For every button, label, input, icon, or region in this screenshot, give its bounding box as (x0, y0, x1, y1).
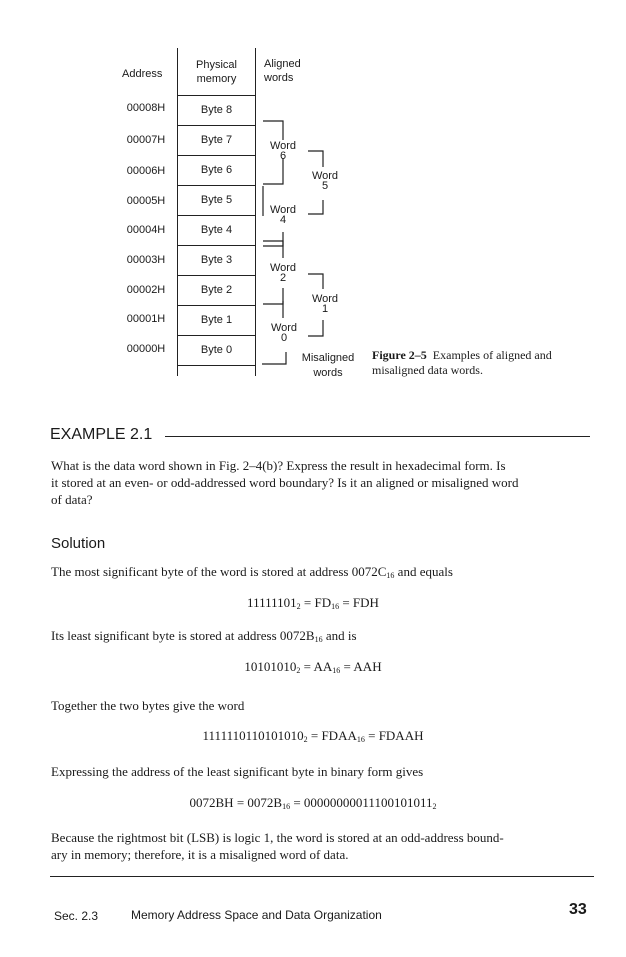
misaligned-word-1-text: Word (311, 293, 339, 305)
footer-title: Memory Address Space and Data Organization (131, 908, 382, 922)
eq1-binary-base: 2 (296, 602, 301, 611)
address-00007h: 00007H (126, 134, 166, 146)
eq4-address: 0072BH = 0072B (189, 795, 283, 810)
example-rule (165, 436, 590, 437)
aligned-word-4-label (263, 204, 303, 226)
eq3-binary-base: 2 (303, 735, 308, 744)
msb-text: The most significant byte of the word is stored at address 0072C (51, 564, 387, 579)
question-line-2: it stored at an even- or odd-addressed word boundary? Is it an aligned or misaligned word (51, 475, 519, 490)
lsb-text: Its least significant byte is stored at address 0072B (51, 628, 315, 643)
memory-cell-byte-5: Byte 5 (177, 186, 256, 216)
memory-cell-byte-0: Byte 0 (177, 336, 256, 366)
aligned-word-4-text: Word (269, 204, 297, 216)
question-line-3: of data? (51, 492, 93, 507)
address-header: Address (122, 68, 163, 80)
memory-cell-byte-4: Byte 4 (177, 216, 256, 246)
aligned-word-2-text: Word (269, 262, 297, 274)
page-number: 33 (569, 901, 587, 918)
misaligned-caption-line2: words (313, 367, 343, 379)
aligned-word-0-label (264, 322, 304, 344)
eq3-hex-base: 16 (356, 735, 365, 744)
address-00003h: 00003H (126, 254, 166, 266)
eq2-binary-base: 2 (296, 666, 301, 675)
lsb-tail: and is (322, 628, 357, 643)
equation-word (0, 728, 626, 744)
together-paragraph: Together the two bytes give the word (51, 698, 245, 713)
aligned-word-0-text: Word (270, 322, 298, 334)
msb-paragraph (51, 563, 596, 584)
misaligned-word-1-num: 1 (321, 303, 329, 315)
eq2-binary: 10101010 (244, 659, 297, 674)
lsb-paragraph (51, 627, 596, 648)
aligned-word-6-num: 6 (279, 150, 287, 162)
figure-caption-line1: Examples of aligned and (432, 348, 552, 362)
eq3-hex: = FDAA (307, 728, 357, 743)
bottom-rule (50, 876, 594, 877)
physical-header-line2: memory (196, 73, 237, 85)
aligned-word-6-text: Word (269, 140, 297, 152)
equation-msb (0, 595, 626, 611)
misaligned-word-5-num: 5 (321, 180, 329, 192)
example-title: EXAMPLE 2.1 (50, 426, 153, 443)
equation-lsb (0, 659, 626, 675)
memory-cell-byte-6: Byte 6 (177, 156, 256, 186)
lsb-sub: 16 (314, 635, 323, 644)
memory-cell-byte-7: Byte 7 (177, 126, 256, 156)
address-00004h: 00004H (126, 224, 166, 236)
aligned-word-2-num: 2 (279, 272, 287, 284)
eq4-binary: = 00000000011100101011 (290, 795, 433, 810)
msb-sub: 16 (386, 571, 395, 580)
eq3-binary: 1111110110101010 (202, 728, 304, 743)
eq4-binary-base: 2 (432, 802, 437, 811)
aligned-word-4-num: 4 (279, 214, 287, 226)
physical-header-line1: Physical (196, 59, 237, 71)
address-00002h: 00002H (126, 284, 166, 296)
eq1-binary: 11111101 (247, 595, 297, 610)
misaligned-word-1-label (305, 293, 345, 315)
eq2-hex: = AA (300, 659, 333, 674)
aligned-word-2-label (263, 262, 303, 284)
figure-caption (372, 348, 602, 378)
eq2-hex-base: 16 (332, 666, 341, 675)
msb-tail: and equals (394, 564, 453, 579)
conclusion-paragraph (51, 829, 601, 863)
conclusion-line-2: ary in memory; therefore, it is a misaligned word of data. (51, 847, 349, 862)
eq1-hex-base: 16 (331, 602, 340, 611)
eq4-address-base: 16 (282, 802, 291, 811)
figure-caption-label: Figure 2–5 (372, 348, 427, 362)
example-question (51, 457, 596, 508)
eq1-result: = FDH (339, 595, 379, 610)
address-00000h: 00000H (126, 343, 166, 355)
word-brackets (0, 0, 626, 400)
solution-heading: Solution (51, 535, 106, 552)
footer-section: Sec. 2.3 (54, 909, 99, 923)
eq1-hex: = FD (300, 595, 332, 610)
equation-address (0, 795, 626, 811)
question-line-1: What is the data word shown in Fig. 2–4(b)? Express the result in hexadecimal form. Is (51, 458, 506, 473)
eq2-result: = AAH (340, 659, 382, 674)
aligned-word-6-label (263, 140, 303, 162)
misaligned-word-5-text: Word (311, 170, 339, 182)
misaligned-word-5-label (305, 170, 345, 192)
eq3-result: = FDAAH (364, 728, 424, 743)
aligned-word-0-num: 0 (280, 332, 288, 344)
aligned-header-line2: words (264, 72, 294, 84)
misaligned-caption-line1: Misaligned (301, 352, 355, 364)
figure-caption-line2: misaligned data words. (372, 363, 483, 377)
memory-cell-byte-8: Byte 8 (177, 96, 256, 126)
memory-cell-byte-1: Byte 1 (177, 306, 256, 336)
address-00008h: 00008H (126, 102, 166, 114)
address-00006h: 00006H (126, 165, 166, 177)
address-00005h: 00005H (126, 195, 166, 207)
misaligned-words-caption (298, 351, 358, 381)
aligned-header-line1: Aligned (264, 58, 301, 70)
express-paragraph: Expressing the address of the least significant byte in binary form gives (51, 764, 424, 779)
conclusion-line-1: Because the rightmost bit (LSB) is logic 1, the word is stored at an odd-address bound- (51, 830, 504, 845)
address-00001h: 00001H (126, 313, 166, 325)
memory-cell-byte-2: Byte 2 (177, 276, 256, 306)
memory-cell-byte-3: Byte 3 (177, 246, 256, 276)
